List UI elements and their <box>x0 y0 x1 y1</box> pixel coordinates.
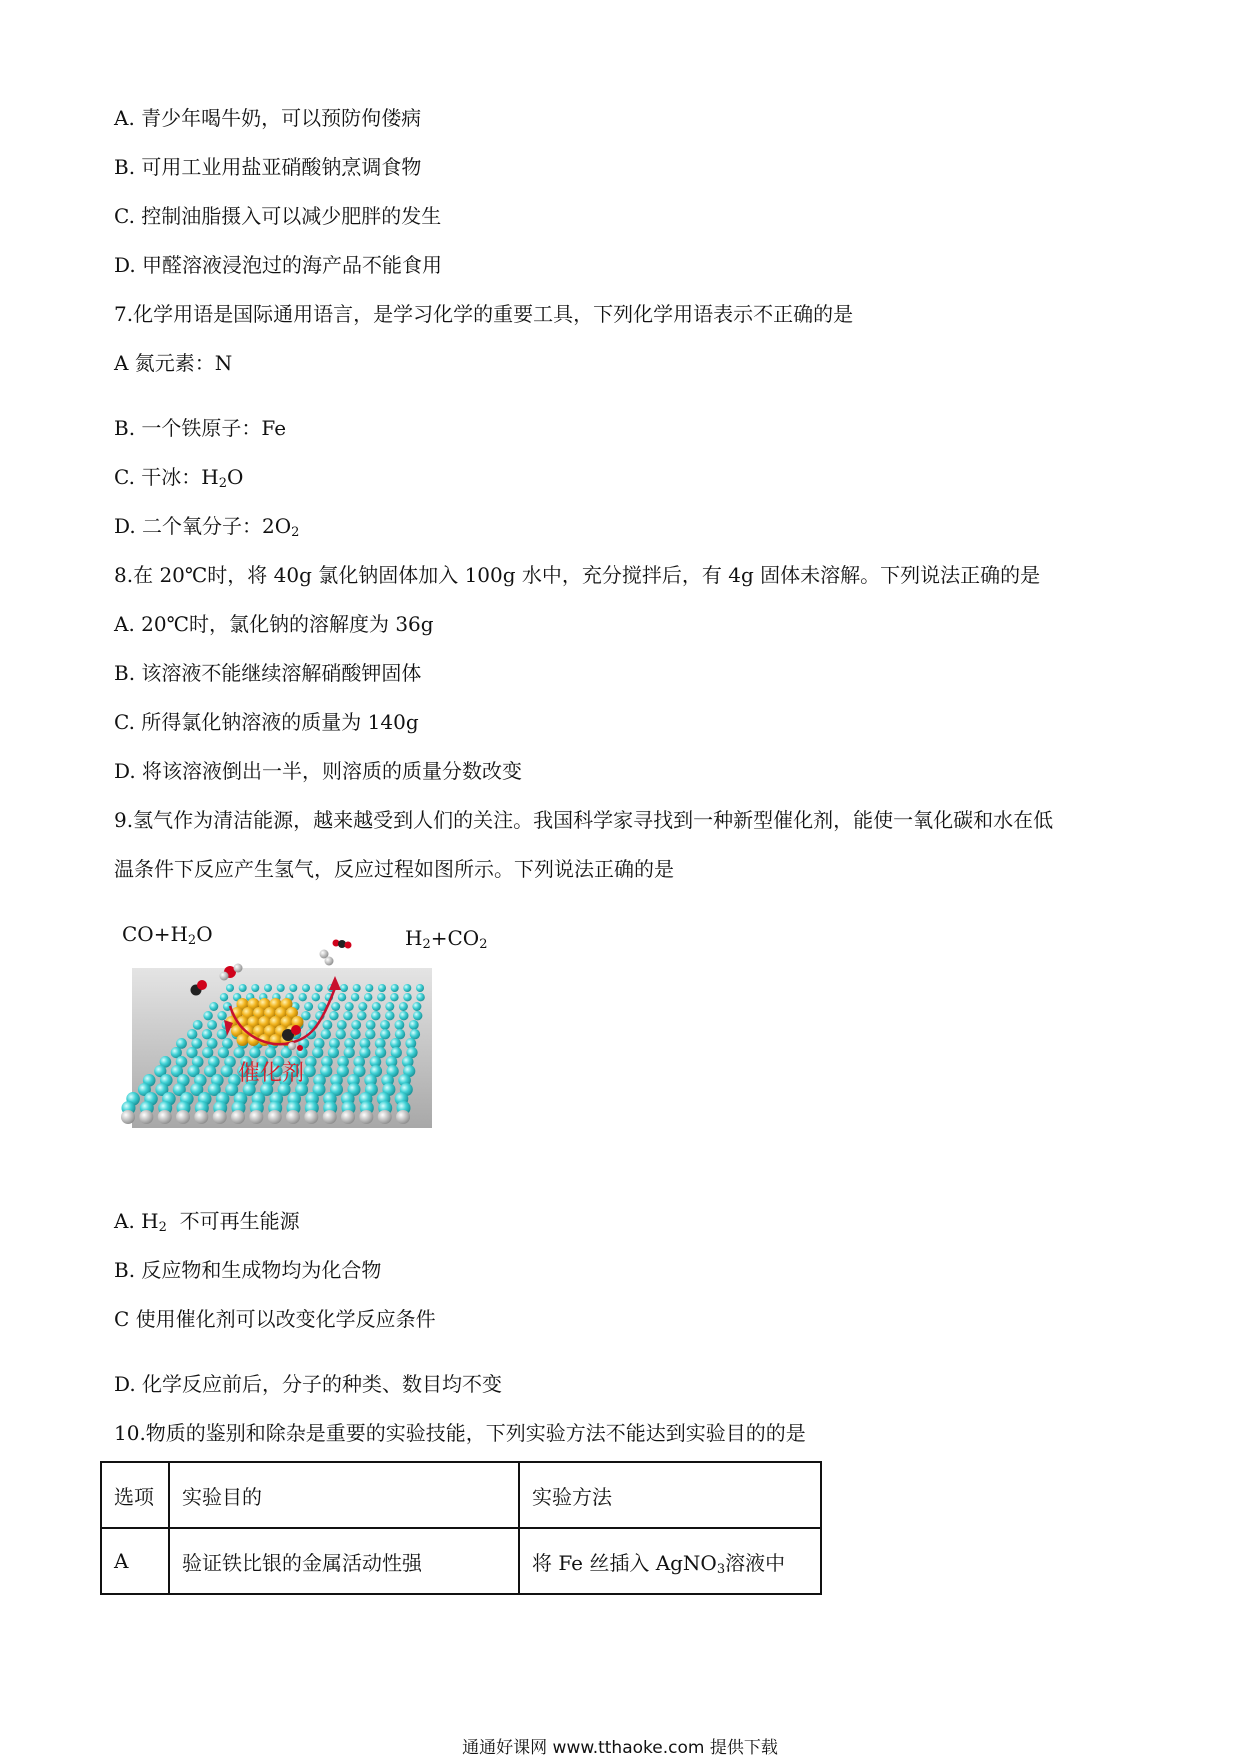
surface-atom <box>340 984 348 992</box>
q8-option-b: B. 该溶液不能继续溶解硝酸钾固体 <box>114 661 422 685</box>
q6-option-c: C. 控制油脂摄入可以减少肥胖的发生 <box>114 204 442 228</box>
surface-atom <box>365 984 373 992</box>
surface-atom <box>321 1029 331 1039</box>
h2-molecule <box>320 950 334 966</box>
q9-option-a: A. $H_2$ 不可再生能源 <box>114 1209 300 1235</box>
row-method: 将 Fe 丝插入 AgNO$_3$溶液中 <box>519 1528 821 1594</box>
catalyst-reaction-figure <box>120 918 500 1128</box>
surface-atom-edge <box>139 1110 153 1124</box>
surface-atom <box>202 1029 212 1039</box>
q6-option-a: A. 青少年喝牛奶，可以预防佝偻病 <box>114 106 422 130</box>
surface-atom-edge <box>249 1110 263 1124</box>
surface-atom <box>176 1038 187 1049</box>
surface-atom <box>304 1002 313 1011</box>
q6-option-b: B. 可用工业用盐亚硝酸钠烹调食物 <box>114 155 422 179</box>
q7-option-c: C. 干冰：$H_2O$ <box>114 465 244 491</box>
surface-atom <box>390 993 398 1001</box>
page-footer: 通通好课网 www.tthaoke.com 提供下载 <box>462 1738 778 1758</box>
surface-atom <box>312 993 320 1001</box>
row-option: A <box>101 1528 169 1594</box>
surface-atom <box>377 993 385 1001</box>
surface-atom <box>409 1020 419 1030</box>
surface-atom-edge <box>286 1110 300 1124</box>
co2-molecule <box>333 940 352 949</box>
surface-atom <box>323 1020 333 1030</box>
q8-option-c: C. 所得氯化钠溶液的质量为 140g <box>114 710 419 734</box>
surface-atom-edge <box>194 1110 208 1124</box>
surface-atom-edge <box>268 1110 282 1124</box>
surface-atom-edge <box>323 1110 337 1124</box>
surface-atom <box>395 1029 405 1039</box>
surface-atom-edge <box>396 1110 410 1124</box>
surface-atom <box>299 993 307 1001</box>
surface-atom <box>249 1047 260 1058</box>
surface-atom <box>416 984 424 992</box>
surface-atom <box>351 993 359 1001</box>
surface-atom <box>403 993 411 1001</box>
surface-atom <box>209 1002 218 1011</box>
q9-option-d: D. 化学反应前后，分子的种类、数目均不变 <box>114 1372 503 1396</box>
surface-atom <box>399 1011 408 1020</box>
row-purpose: 验证铁比银的金属活动性强 <box>169 1528 519 1594</box>
table-header-row <box>101 1462 821 1528</box>
surface-atom-edge <box>359 1110 373 1124</box>
surface-atom <box>277 984 285 992</box>
surface-atom <box>366 1020 376 1030</box>
surface-atom-edge <box>213 1110 227 1124</box>
q8-stem: 8.在 20℃时，将 40g 氯化钠固体加入 100g 水中，充分搅拌后，有 4g 固体未溶解。下列说法正确的是 <box>114 563 1041 587</box>
surface-atom-edge <box>176 1110 190 1124</box>
surface-atom <box>187 1029 197 1039</box>
surface-atom <box>207 1020 217 1030</box>
surface-atom <box>331 1002 340 1011</box>
catalyst-illustration <box>120 918 500 1128</box>
q7-option-a: A 氮元素：N <box>114 351 233 375</box>
surface-atom <box>251 984 259 992</box>
surface-atom <box>203 1011 212 1020</box>
surface-atom <box>413 1011 422 1020</box>
surface-atom <box>351 1020 361 1030</box>
q8-option-d: D. 将该溶液倒出一半，则溶质的质量分数改变 <box>114 759 523 783</box>
q7-option-b: B. 一个铁原子：Fe <box>114 416 287 440</box>
surface-atom <box>328 1047 339 1058</box>
surface-atom <box>350 1029 360 1039</box>
surface-atom <box>226 984 234 992</box>
surface-atom-edge <box>121 1110 135 1124</box>
surface-atom <box>357 1011 366 1020</box>
surface-atom <box>343 1011 352 1020</box>
surface-atom <box>395 1020 405 1030</box>
surface-atom <box>416 993 424 1001</box>
surface-atom <box>336 1029 346 1039</box>
surface-atom <box>403 984 411 992</box>
surface-atom <box>380 1029 390 1039</box>
surface-atom <box>217 1029 227 1039</box>
q7-stem: 7.化学用语是国际通用语言，是学习化学的重要工具，下列化学用语表示不正确的是 <box>114 302 854 326</box>
surface-atom <box>329 1011 338 1020</box>
header-option: 选项 <box>101 1462 169 1528</box>
cluster-atom <box>237 1034 249 1046</box>
surface-atom <box>412 1002 421 1011</box>
experiment-table <box>100 1461 822 1595</box>
q9-stem-line1: 9.氢气作为清洁能源，越来越受到人们的关注。我国科学家寻找到一种新型催化剂，能使一氧化碳和水在低 <box>114 808 1054 832</box>
catalyst-label: 催化剂 <box>238 1061 305 1086</box>
surface-atom <box>365 1029 375 1039</box>
surface-atom-edge <box>378 1110 392 1124</box>
surface-atom <box>364 993 372 1001</box>
surface-atom <box>353 984 361 992</box>
q9-stem-line2: 温条件下反应产生氢气，反应过程如图所示。下列说法正确的是 <box>114 857 674 881</box>
surface-atom <box>378 984 386 992</box>
surface-atom <box>372 1002 381 1011</box>
surface-atom <box>193 1020 203 1030</box>
surface-atom <box>410 1029 420 1039</box>
surface-atom <box>239 984 247 992</box>
q8-option-a: A. 20℃时，氯化钠的溶解度为 36g <box>114 612 434 636</box>
surface-atom <box>358 1002 367 1011</box>
header-method: 实验方法 <box>519 1462 821 1528</box>
surface-atom-edge <box>158 1110 172 1124</box>
surface-atom <box>399 1002 408 1011</box>
surface-atom <box>218 1047 229 1058</box>
surface-atom <box>345 1002 354 1011</box>
surface-atom <box>289 984 297 992</box>
surface-atom-edge <box>231 1110 245 1124</box>
surface-atom <box>385 1011 394 1020</box>
surface-atom <box>338 993 346 1001</box>
header-purpose: 实验目的 <box>169 1462 519 1528</box>
reactants-label: $CO+H_2O$ <box>122 922 213 948</box>
surface-atom <box>217 1011 226 1020</box>
surface-atom <box>312 1047 323 1058</box>
surface-atom <box>391 984 399 992</box>
surface-atom-edge <box>304 1110 318 1124</box>
surface-atom <box>234 1047 245 1058</box>
surface-atom <box>265 1047 276 1058</box>
surface-atom <box>380 1020 390 1030</box>
q6-option-d: D. 甲醛溶液浸泡过的海产品不能食用 <box>114 253 443 277</box>
surface-atom <box>337 1020 347 1030</box>
q7-option-d: D. 二个氧分子：$2O_2$ <box>114 514 300 540</box>
surface-atom <box>315 984 323 992</box>
surface-atom <box>220 993 228 1001</box>
q10-stem: 10.物质的鉴别和除杂是重要的实验技能，下列实验方法不能达到实验目的的是 <box>114 1421 806 1445</box>
surface-atom <box>385 1002 394 1011</box>
q9-option-b: B. 反应物和生成物均为化合物 <box>114 1258 382 1282</box>
products-label: $H_2+CO_2$ <box>405 926 488 952</box>
table-row <box>101 1528 821 1594</box>
surface-atom <box>302 984 310 992</box>
surface-atom-edge <box>341 1110 355 1124</box>
q9-option-c: C 使用催化剂可以改变化学反应条件 <box>114 1307 436 1331</box>
surface-atom <box>371 1011 380 1020</box>
surface-atom <box>264 984 272 992</box>
